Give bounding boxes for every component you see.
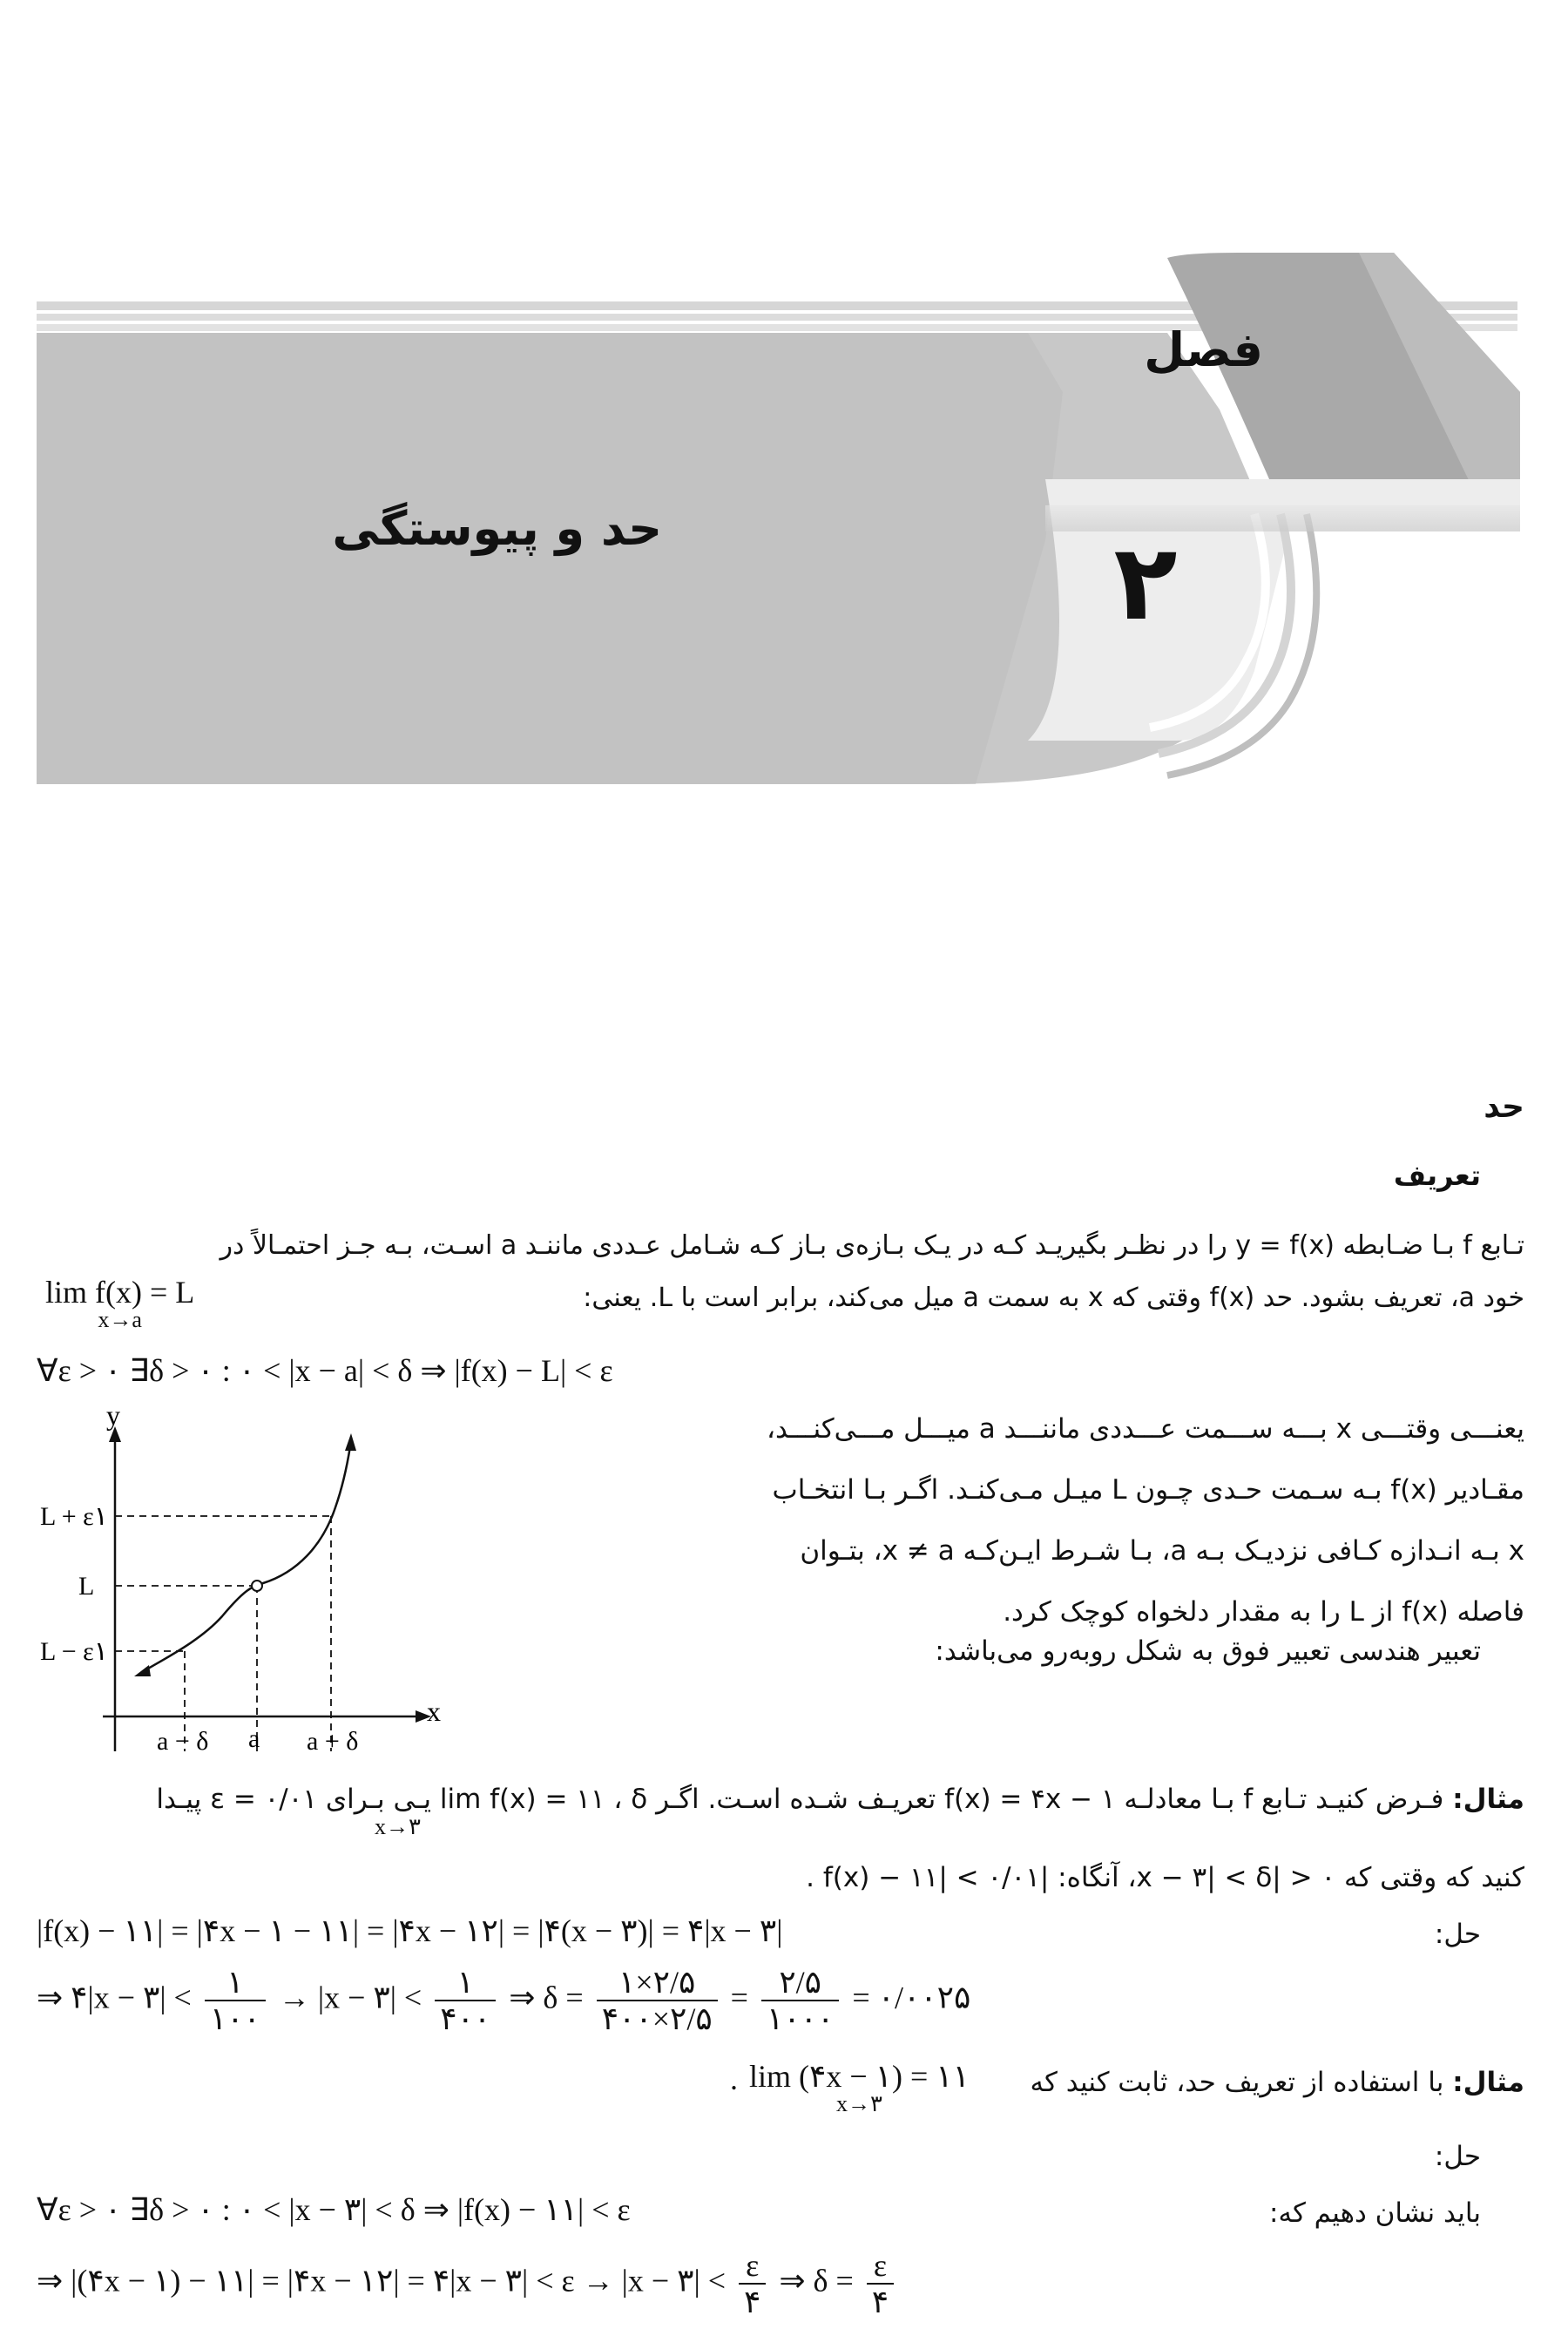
- tick-a: a: [248, 1724, 260, 1753]
- frac2-num: ۱: [435, 1965, 496, 2001]
- frac1-num: ۱: [205, 1965, 266, 2001]
- example2-step2-a: ⇒ |(۴x − ۱) − ۱۱| = |۴x − ۱۲| = ۴|x − ۳| < ε → |x − ۳| <: [37, 2263, 726, 2299]
- chapter-word: فصل: [1144, 322, 1263, 377]
- example1-step-1: |f(x) − ۱۱| = |۴x − ۱ − ۱۱| = |۴x − ۱۲| = |۴(x − ۳)| = ۴|x − ۳|: [37, 1913, 783, 1948]
- tick-a-minus-delta: a − δ: [157, 1727, 209, 1756]
- y-axis-label: y: [106, 1407, 120, 1431]
- frac3-den: ۴۰۰×۲/۵: [601, 2001, 713, 2036]
- example2-solution-label: حل:: [1434, 2141, 1481, 2172]
- chapter-banner: [0, 253, 1568, 793]
- frac4-num: ۲/۵: [761, 1965, 839, 2001]
- eps-frac1-den: ۴: [744, 2285, 761, 2319]
- eps-frac2-den: ۴: [871, 2285, 889, 2319]
- example1-solution-label: حل:: [1434, 1919, 1481, 1950]
- chapter-number: ۲: [1113, 523, 1178, 644]
- explanation-line-1: یعنـــی وقتـــی x بـــه ســـمت عـــددی ماننـــد a میـــل مـــی‌کنـــد،: [766, 1413, 1524, 1445]
- frac2-den: ۴۰۰: [440, 2001, 491, 2036]
- example1-label: مثال:: [1452, 1784, 1524, 1815]
- x-axis-label: x: [427, 1696, 441, 1727]
- section-heading: حد: [1484, 1089, 1524, 1125]
- example1-step-2: [37, 1965, 970, 2036]
- limit-graph: [35, 1407, 488, 1764]
- example1-line-1: [35, 1769, 1524, 1830]
- example1-line-2: کنید که وقتی که ۰ < |x − ۳| < δ، آنگاه: |f(x) − ۱۱| < ۰/۰۱ .: [806, 1862, 1524, 1893]
- example2-period: .: [730, 2062, 738, 2096]
- example1-step2-end: = ۰/۰۰۲۵: [852, 1980, 971, 2015]
- example2-step-2: [37, 2248, 899, 2319]
- section-subheading: تعریف: [1393, 1159, 1481, 1192]
- frac3-num: ۱×۲/۵: [597, 1965, 718, 2001]
- example2-show-label: باید نشان دهیم که:: [1269, 2197, 1481, 2229]
- example1-step2-eq: =: [730, 1980, 748, 2015]
- example2-step2-b: ⇒ δ =: [779, 2263, 854, 2299]
- hole-point: [252, 1581, 262, 1591]
- example2-limit: [749, 2061, 970, 2116]
- tick-L: L: [78, 1572, 95, 1601]
- eps-frac1-num: ε: [739, 2248, 766, 2285]
- definition-line-1: تـابع f بـا ضـابطه y = f(x) را در نظـر بگیریـد کـه در یـک بـازه‌ی بـاز کـه شـامل عـددی ماننـد a اسـت، بـه جـز احتمـالاً در: [220, 1230, 1524, 1261]
- frac4-den: ۱۰۰۰: [766, 2001, 835, 2036]
- example2-step-1: ∀ε > ۰ ∃δ > ۰ : ۰ < |x − ۳| < δ ⇒ |f(x) − ۱۱| < ε: [37, 2192, 631, 2227]
- example2-label: مثال:: [1452, 2067, 1524, 2098]
- definition-limit-expr: lim f(x) = L: [45, 1275, 195, 1310]
- definition-limit: [45, 1276, 194, 1332]
- definition-line-2: خود a، تعریف بشود. حد f(x) وقتی که x به سمت a میل می‌کند، برابر است با L. یعنی:: [583, 1283, 1524, 1313]
- example2-limit-sub: x→۳: [835, 2091, 882, 2116]
- explanation-line-2: مقـادیر f(x) بـه سـمت حـدی چـون L میـل مـی‌کنـد. اگـر بـا انتخـاب: [772, 1474, 1524, 1506]
- example1-lim-sub: x→۳: [375, 1814, 421, 1839]
- chapter-title: حد و پیوستگی: [332, 501, 662, 556]
- example1-step2-b: → |x − ۳| <: [278, 1980, 422, 2015]
- eps-frac2-num: ε: [867, 2248, 894, 2285]
- definition-limit-sub: x→a: [98, 1307, 142, 1332]
- function-curve: [144, 1446, 350, 1671]
- example2-limit-expr: lim (۴x − ۱) = ۱۱: [749, 2059, 970, 2094]
- example1-text: فـرض کنیـد تـابع f بـا معادلـه f(x) = ۴x − ۱ تعریـف شـده اسـت. اگـر lim f(x) = ۱۱ ، δ یـی بـرای ε = ۰/۰۱ پیـدا: [156, 1784, 1444, 1815]
- epsilon-delta-definition: ∀ε > ۰ ∃δ > ۰ : ۰ < |x − a| < δ ⇒ |f(x) − L| < ε: [37, 1353, 613, 1388]
- explanation-line-3: x بـه انـدازه کـافی نزدیـک بـه a، بـا شـرط ایـن‌کـه x ≠ a، بتـوان: [800, 1535, 1524, 1567]
- example2-text: با استفاده از تعریف حد، ثابت کنید که: [1030, 2067, 1444, 2098]
- banner-graphic: [0, 253, 1568, 793]
- example1-step2-a: ⇒ ۴|x − ۳| <: [37, 1980, 192, 2015]
- tick-a-plus-delta: a + δ: [307, 1727, 359, 1756]
- tick-L-plus-eps: L + ε۱: [40, 1502, 108, 1531]
- explanation-line-4: فاصله f(x) از L را به مقدار دلخواه کوچک کرد.: [1003, 1596, 1524, 1628]
- explanation-block: [645, 1398, 1524, 1642]
- geometric-note: تعبیر هندسی تعبیر فوق به شکل روبه‌رو می‌باشد:: [935, 1635, 1481, 1667]
- tick-L-minus-eps: L − ε۱: [40, 1637, 108, 1666]
- frac1-den: ۱۰۰: [209, 2001, 260, 2036]
- example1-step2-c: ⇒ δ =: [509, 1980, 584, 2015]
